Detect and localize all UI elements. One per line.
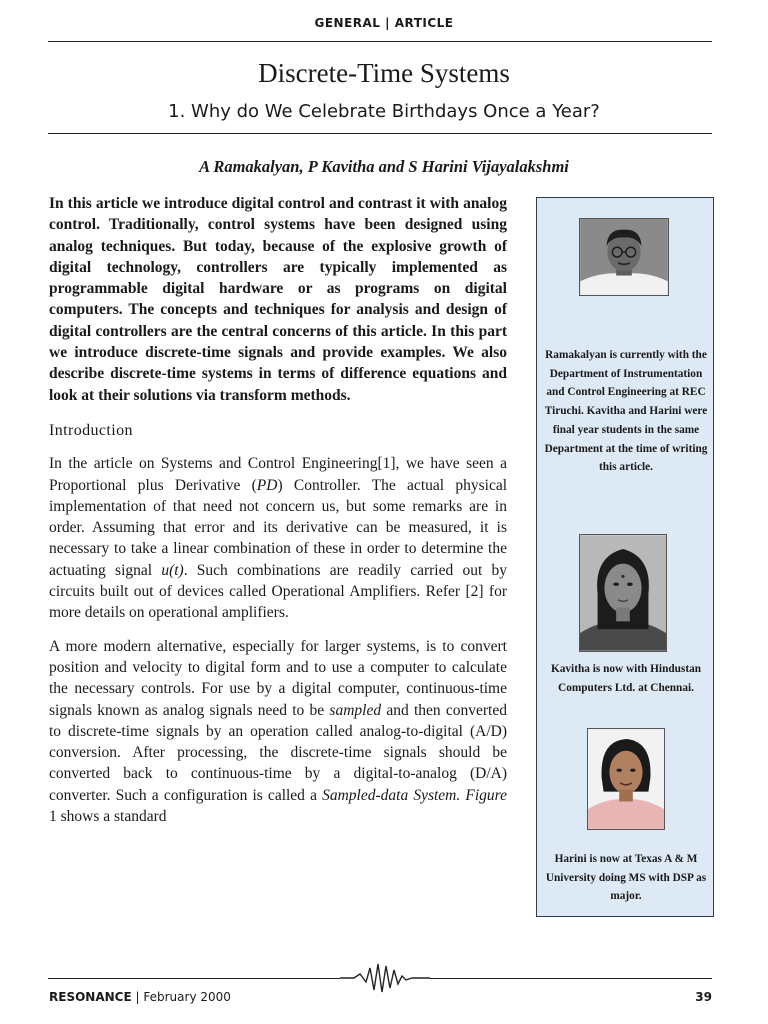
- title-rule: [48, 133, 712, 134]
- math-ut: u(t): [161, 561, 184, 579]
- bio-ramakalyan: Ramakalyan is currently with the Department of Instrumentation and Control Engineering at REC Tiruchi. Kavitha and Harini were final year students in the same Department at the time of writing this article.: [544, 349, 708, 474]
- author-photo: [579, 218, 669, 296]
- header-separator: |: [385, 16, 391, 30]
- header-rule: [48, 41, 712, 42]
- journal-name: RESONANCE: [49, 990, 132, 1004]
- math-pd: PD: [256, 476, 278, 494]
- author-sidebar: [536, 197, 714, 917]
- footer-rule: [430, 978, 712, 979]
- text-run: and then converted to discrete-time signals by an operation called analog-to-digital (A/D) conversion. After processing, the discrete-time signals should be converted back to continuous-time by a digital-to-analog (D/A) converter. Such a configuration is called a: [49, 701, 507, 804]
- page-number: 39: [695, 990, 712, 1004]
- text-run: In the article on Systems and Control Engineering[1], we have seen a Proportional plus Derivative (: [49, 455, 507, 494]
- figure-reference: Figure: [465, 786, 508, 804]
- text-run: 1 shows a standard: [49, 808, 167, 826]
- body-paragraph: [49, 453, 507, 623]
- issue-date: February 2000: [143, 990, 231, 1004]
- portrait-woman-icon: [580, 535, 666, 651]
- author-photo: [579, 534, 667, 652]
- article-title: Discrete-Time Systems: [258, 58, 510, 88]
- author-photo: [587, 728, 665, 830]
- footer-separator: |: [135, 990, 140, 1004]
- emphasis-sampled-data-system: Sampled-data System.: [322, 786, 461, 804]
- running-header: [0, 16, 768, 30]
- waveform-icon: [340, 958, 430, 998]
- section-heading: Introduction: [49, 421, 133, 439]
- body-paragraph: [49, 636, 507, 828]
- abstract: In this article we introduce digital control and contrast it with analog control. Traditionally, control systems have been designed using analog techniques. But today, because of the explosive growth of digital technology, controllers are typically implemented as programmable digital hardware or as programs on digital computers. The concepts and techniques for analysis and design of digital controllers are the central concerns of this article. In this part we introduce discrete-time signals and provide examples. We also describe discrete-time systems in terms of difference equations and look at their solutions via transform methods.: [49, 195, 507, 404]
- article-subtitle: 1. Why do We Celebrate Birthdays Once a Year?: [168, 101, 600, 122]
- text-run: ) Controller. The actual physical implementation of that need not concern us, but some remarks are in order. Assuming that error and its derivative can be measured, it is necessary to take a linear combination of these in order to determine the actuating signal: [49, 476, 508, 579]
- footer-journal: [49, 990, 231, 1004]
- portrait-woman-icon: [588, 729, 664, 829]
- author-line: A Ramakalyan, P Kavitha and S Harini Vijayalakshmi: [199, 157, 569, 176]
- emphasis-sampled: sampled: [329, 701, 382, 719]
- text-run: A more modern alternative, especially for larger systems, is to convert position and velocity to digital form and to use a computer to calculate the necessary controls. For use by a digital computer, continuous-time signals known as analog signals need to be: [49, 637, 507, 719]
- bio-harini: Harini is now at Texas A & M University doing MS with DSP as major.: [545, 853, 707, 903]
- portrait-man-icon: [580, 219, 668, 295]
- main-column: [49, 193, 507, 839]
- footer-rule: [48, 978, 340, 979]
- header-category: GENERAL: [314, 16, 381, 30]
- header-type: ARTICLE: [394, 16, 454, 30]
- bio-kavitha: Kavitha is now with Hindustan Computers Ltd. at Chennai.: [550, 663, 702, 694]
- text-run: . Such combinations are readily carried out by circuits built out of devices called Operational Amplifiers. Refer [2] for more details on operational amplifiers.: [49, 561, 508, 622]
